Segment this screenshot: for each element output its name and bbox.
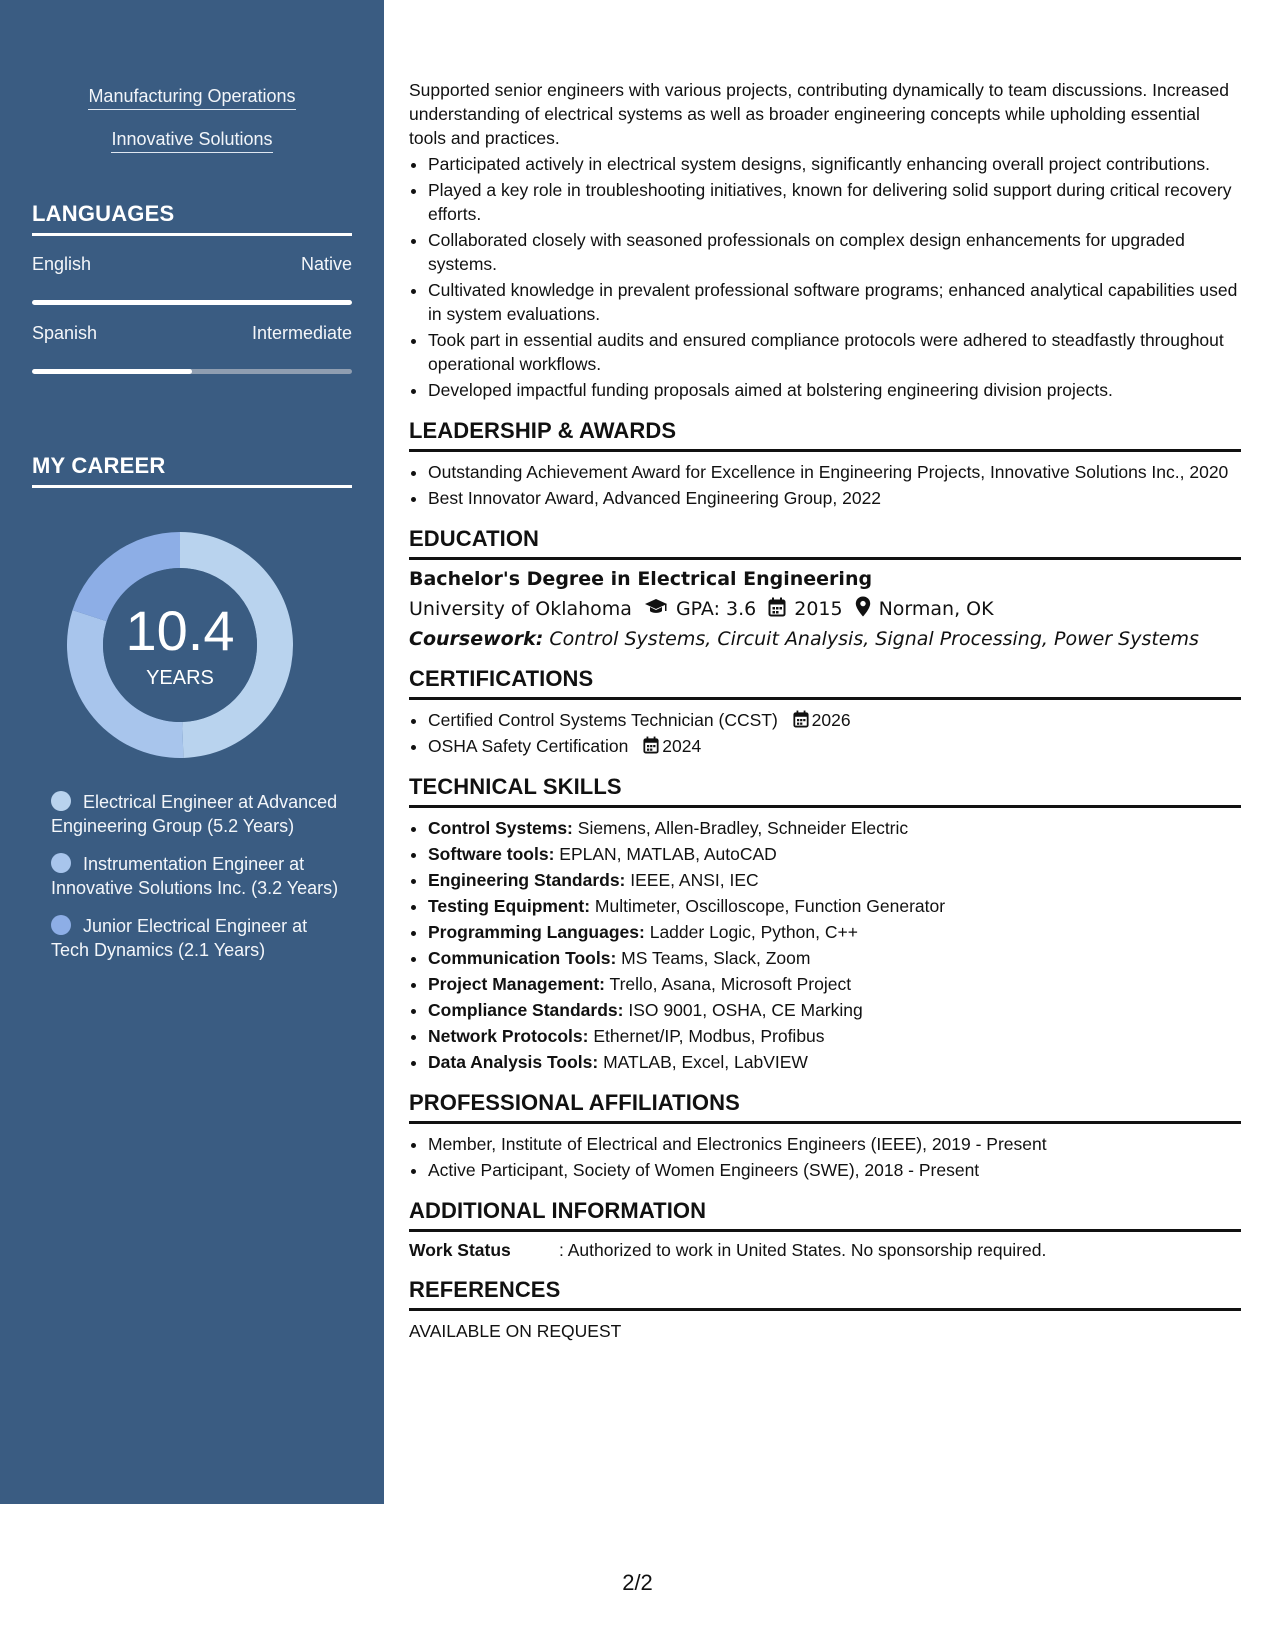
certification-date	[793, 710, 851, 730]
education-details	[409, 596, 1241, 622]
affiliations-heading: PROFESSIONAL AFFILIATIONS	[409, 1090, 1241, 1124]
references-text: AVAILABLE ON REQUEST	[409, 1321, 622, 1341]
skill-label: Compliance Standards:	[428, 1000, 624, 1020]
affiliation-item: • Active Participant, Society of Women Engineers (SWE), 2018 - Present	[428, 1158, 1241, 1182]
skill-label: Software tools:	[428, 844, 555, 864]
calendar-icon	[793, 710, 809, 728]
calendar-icon	[643, 736, 659, 754]
skill-item	[428, 842, 1241, 866]
language-name: English	[32, 254, 92, 274]
certification-name: OSHA Safety Certification	[428, 736, 629, 756]
skill-item	[428, 972, 1241, 996]
language-level: Intermediate	[251, 323, 352, 343]
career-item-text: Instrumentation Engineer at Innovative Solutions Inc. (3.2 Years)	[51, 854, 339, 898]
skill-item	[428, 1050, 1241, 1074]
certifications-heading: CERTIFICATIONS	[409, 666, 1241, 700]
languages-heading: LANGUAGES	[32, 201, 352, 236]
skill-value: EPLAN, MATLAB, AutoCAD	[559, 844, 777, 864]
calendar-icon	[768, 597, 786, 622]
leadership-list	[409, 460, 1241, 510]
skill-label: Network Protocols:	[428, 1026, 589, 1046]
language-bar-fill	[32, 300, 352, 305]
skill-value: Siemens, Allen-Bradley, Schneider Electric	[577, 818, 909, 838]
skill-label: Communication Tools:	[428, 948, 617, 968]
skills-heading: TECHNICAL SKILLS	[409, 774, 1241, 808]
language-row-spanish	[32, 323, 352, 344]
skill-item	[428, 998, 1241, 1022]
additional-info-heading: ADDITIONAL INFORMATION	[409, 1198, 1241, 1232]
work-status-label: Work Status	[409, 1240, 511, 1260]
affiliations-list	[409, 1132, 1241, 1182]
experience-bullet: • Collaborated closely with seasoned professionals on complex design enhancements for upgraded systems.	[428, 228, 1241, 276]
experience-bullet: • Took part in essential audits and ensured compliance protocols were adhered to steadfastly throughout operational workflows.	[428, 328, 1241, 376]
sidebar	[0, 0, 384, 1504]
career-dot-icon	[51, 791, 71, 811]
work-status-row	[409, 1240, 1241, 1261]
career-item-text: Electrical Engineer at Advanced Engineering Group (5.2 Years)	[51, 792, 338, 836]
coursework-list: Control Systems, Circuit Analysis, Signal Processing, Power Systems	[549, 628, 1199, 650]
tag-list	[0, 86, 384, 172]
skill-label: Data Analysis Tools:	[428, 1052, 599, 1072]
career-item	[51, 790, 341, 838]
skill-value: IEEE, ANSI, IEC	[630, 870, 759, 890]
career-donut-chart	[67, 532, 293, 758]
experience-bullet: • Participated actively in electrical system designs, significantly enhancing overall project contributions.	[428, 152, 1241, 176]
coursework	[409, 628, 1241, 650]
award-item: • Best Innovator Award, Advanced Engineering Group, 2022	[428, 486, 1241, 510]
skill-value: ISO 9001, OSHA, CE Marking	[628, 1000, 863, 1020]
career-heading: MY CAREER	[32, 453, 352, 488]
references-heading: REFERENCES	[409, 1277, 1241, 1311]
skill-label: Programming Languages:	[428, 922, 645, 942]
skills-list	[409, 816, 1241, 1074]
school-location: Norman, OK	[878, 598, 994, 620]
skill-item	[428, 894, 1241, 918]
certification-year: 2026	[811, 710, 851, 730]
graduation-year: 2015	[794, 598, 843, 620]
certification-date	[643, 736, 701, 756]
skill-label: Engineering Standards:	[428, 870, 626, 890]
experience-bullet: • Cultivated knowledge in prevalent professional software programs; enhanced analytical capabilities used in system evaluations.	[428, 278, 1241, 326]
skill-item	[428, 868, 1241, 892]
skill-value: Multimeter, Oscilloscope, Function Generator	[594, 896, 946, 916]
degree-title: Bachelor's Degree in Electrical Engineering	[409, 568, 873, 590]
page-number: 2/2	[622, 1570, 653, 1595]
career-total: 10.4	[125, 599, 235, 662]
certification-item	[428, 708, 1241, 732]
coursework-label: Coursework:	[409, 628, 544, 650]
skill-value: MATLAB, Excel, LabVIEW	[603, 1052, 808, 1072]
language-bar-spanish	[32, 369, 352, 374]
affiliation-item: • Member, Institute of Electrical and Electronics Engineers (IEEE), 2019 - Present	[428, 1132, 1241, 1156]
certifications-list	[409, 708, 1241, 758]
skill-value: Trello, Asana, Microsoft Project	[609, 974, 852, 994]
career-dot-icon	[51, 915, 71, 935]
tag-manufacturing-operations[interactable]: Manufacturing Operations	[88, 86, 295, 110]
experience-bullet: • Played a key role in troubleshooting initiatives, known for delivering solid support during critical recovery efforts.	[428, 178, 1241, 226]
career-unit: YEARS	[146, 667, 214, 689]
skill-label: Control Systems:	[428, 818, 573, 838]
career-item	[51, 852, 341, 900]
skill-item	[428, 920, 1241, 944]
career-item	[51, 914, 341, 962]
education-heading: EDUCATION	[409, 526, 1241, 560]
certification-name: Certified Control Systems Technician (CCST)	[428, 710, 778, 730]
award-item: • Outstanding Achievement Award for Excellence in Engineering Projects, Innovative Solutions Inc., 2020	[428, 460, 1241, 484]
main-content	[409, 78, 1241, 1342]
career-list	[51, 790, 341, 976]
work-status-value: : Authorized to work in United States. No sponsorship required.	[559, 1240, 1047, 1260]
skill-item	[428, 1024, 1241, 1048]
experience-intro: Supported senior engineers with various projects, contributing dynamically to team discussions. Increased understanding of electrical systems as well as broader engineering concepts while upholding essential tools and practices.	[409, 80, 1230, 148]
location-pin-icon	[855, 596, 871, 622]
certification-year: 2024	[662, 736, 702, 756]
career-dot-icon	[51, 853, 71, 873]
skill-item	[428, 946, 1241, 970]
experience-bullets	[409, 152, 1241, 402]
experience-bullet: • Developed impactful funding proposals aimed at bolstering engineering division projects.	[428, 378, 1241, 402]
language-bar-fill	[32, 369, 192, 374]
tag-innovative-solutions[interactable]: Innovative Solutions	[111, 129, 272, 153]
certification-item	[428, 734, 1241, 758]
gpa: GPA: 3.6	[675, 598, 757, 620]
language-level: Native	[300, 254, 352, 274]
skill-value: Ladder Logic, Python, C++	[649, 922, 858, 942]
skill-label: Testing Equipment:	[428, 896, 591, 916]
skill-item	[428, 816, 1241, 840]
leadership-heading: LEADERSHIP & AWARDS	[409, 418, 1241, 452]
career-item-text: Junior Electrical Engineer at Tech Dynamics (2.1 Years)	[51, 916, 308, 960]
skill-label: Project Management:	[428, 974, 605, 994]
language-name: Spanish	[32, 323, 98, 343]
skill-value: MS Teams, Slack, Zoom	[621, 948, 811, 968]
skill-value: Ethernet/IP, Modbus, Profibus	[593, 1026, 825, 1046]
language-bar-english	[32, 300, 352, 305]
graduation-cap-icon	[644, 598, 668, 621]
school-name: University of Oklahoma	[409, 598, 632, 620]
language-row-english	[32, 254, 352, 275]
